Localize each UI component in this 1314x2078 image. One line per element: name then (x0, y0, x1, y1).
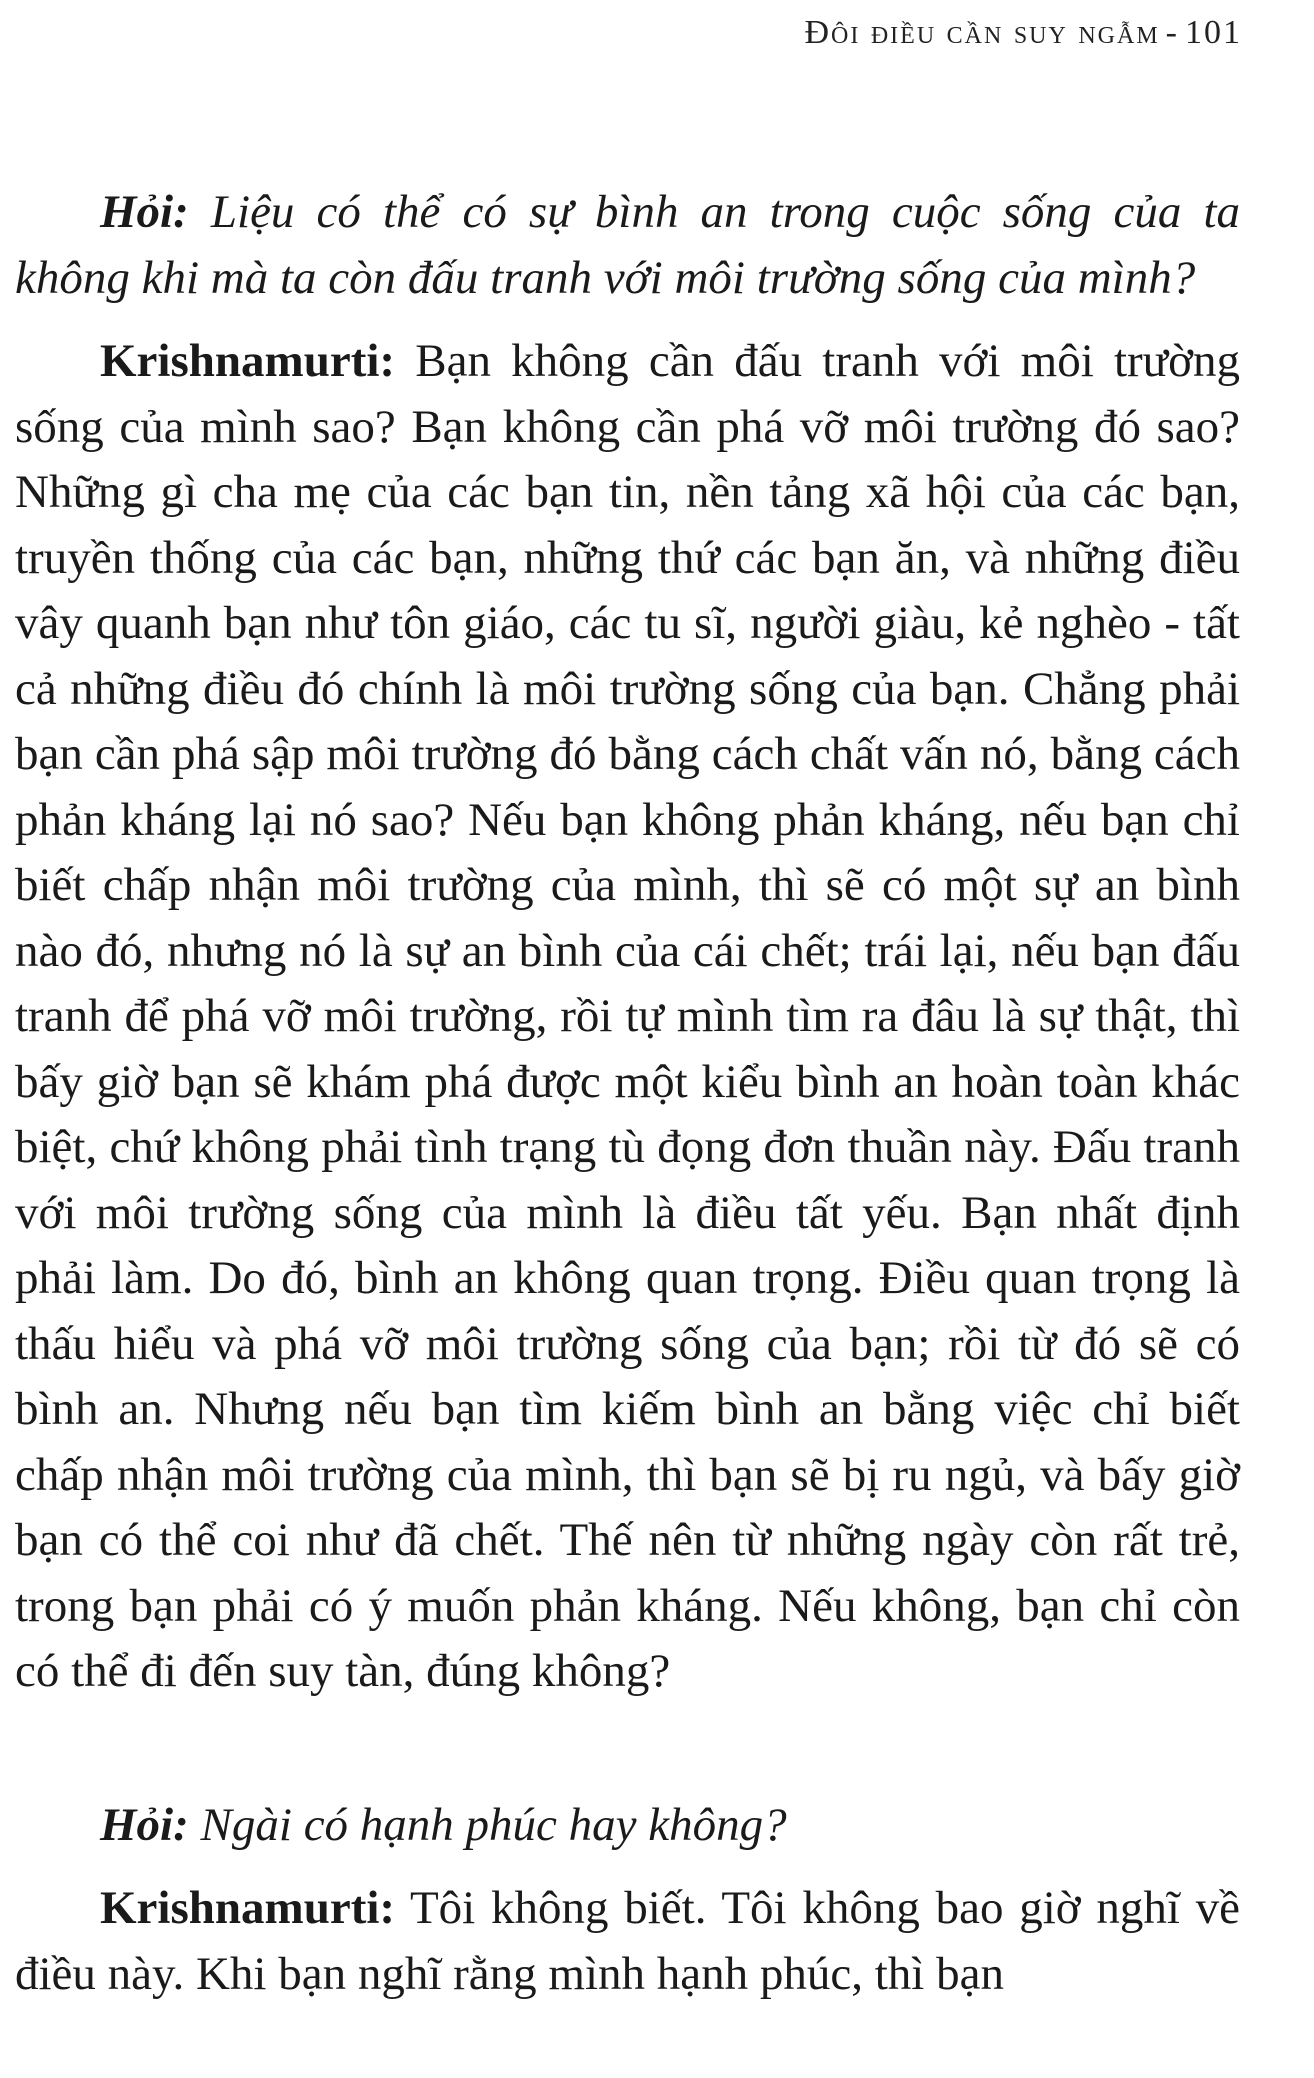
question-text: Liệu có thể có sự bình an trong cuộc sống của ta không khi mà ta còn đấu tranh với môi trường sống của mình? (15, 186, 1241, 304)
chapter-title: Đôi điều cần suy ngẫm (804, 14, 1160, 51)
running-header (804, 14, 1242, 52)
page-body (15, 180, 1240, 2007)
answer-label: Krishnamurti: (100, 335, 396, 387)
answer-paragraph (15, 329, 1240, 1705)
question-paragraph (15, 1793, 1240, 1859)
question-label: Hỏi: (100, 1798, 189, 1851)
answer-text: Bạn không cần đấu tranh với môi trường sống của mình sao? Bạn không cần phá vỡ môi trường đó sao? Những gì cha mẹ của các bạn tin, nền tảng xã hội của các bạn, truyền thống của các bạn, những thứ các bạn ăn, và những điều vây quanh bạn như tôn giáo, các tu sĩ, người giàu, kẻ nghèo - tất cả những điều đó chính là môi trường sống của bạn. Chẳng phải bạn cần phá sập môi trường đó bằng cách chất vấn nó, bằng cách phản kháng lại nó sao? Nếu bạn không phản kháng, nếu bạn chỉ biết chấp nhận môi trường của mình, thì sẽ có một sự an bình nào đó, nhưng nó là sự an bình của cái chết; trái lại, nếu bạn đấu tranh để phá vỡ môi trường, rồi tự mình tìm ra đâu là sự thật, thì bấy giờ bạn sẽ khám phá được một kiểu bình an hoàn toàn khác biệt, chứ không phải tình trạng tù đọng đơn thuần này. Đấu tranh với môi trường sống của mình là điều tất yếu. Bạn nhất định phải làm. Do đó, bình an không quan trọng. Điều quan trọng là thấu hiểu và phá vỡ môi trường sống của bạn; rồi từ đó sẽ có bình an. Nhưng nếu bạn tìm kiếm bình an bằng việc chỉ biết chấp nhận môi trường của mình, thì bạn sẽ bị ru ngủ, và bấy giờ bạn có thể coi như đã chết. Thế nên từ những ngày còn rất trẻ, trong bạn phải có ý muốn phản kháng. Nếu không, bạn chỉ còn có thể đi đến suy tàn, đúng không? (15, 335, 1240, 1697)
answer-text: Tôi không biết. Tôi không bao giờ nghĩ về điều này. Khi bạn nghĩ rằng mình hạnh phúc, thì bạn (15, 1882, 1241, 2000)
question-paragraph (15, 180, 1240, 311)
question-label: Hỏi: (100, 186, 189, 238)
question-text: Ngài có hạnh phúc hay không? (200, 1798, 787, 1851)
header-separator: - (1165, 14, 1179, 51)
answer-paragraph (15, 1876, 1240, 2007)
answer-label: Krishnamurti: (100, 1882, 396, 1934)
page-number: 101 (1185, 14, 1242, 51)
